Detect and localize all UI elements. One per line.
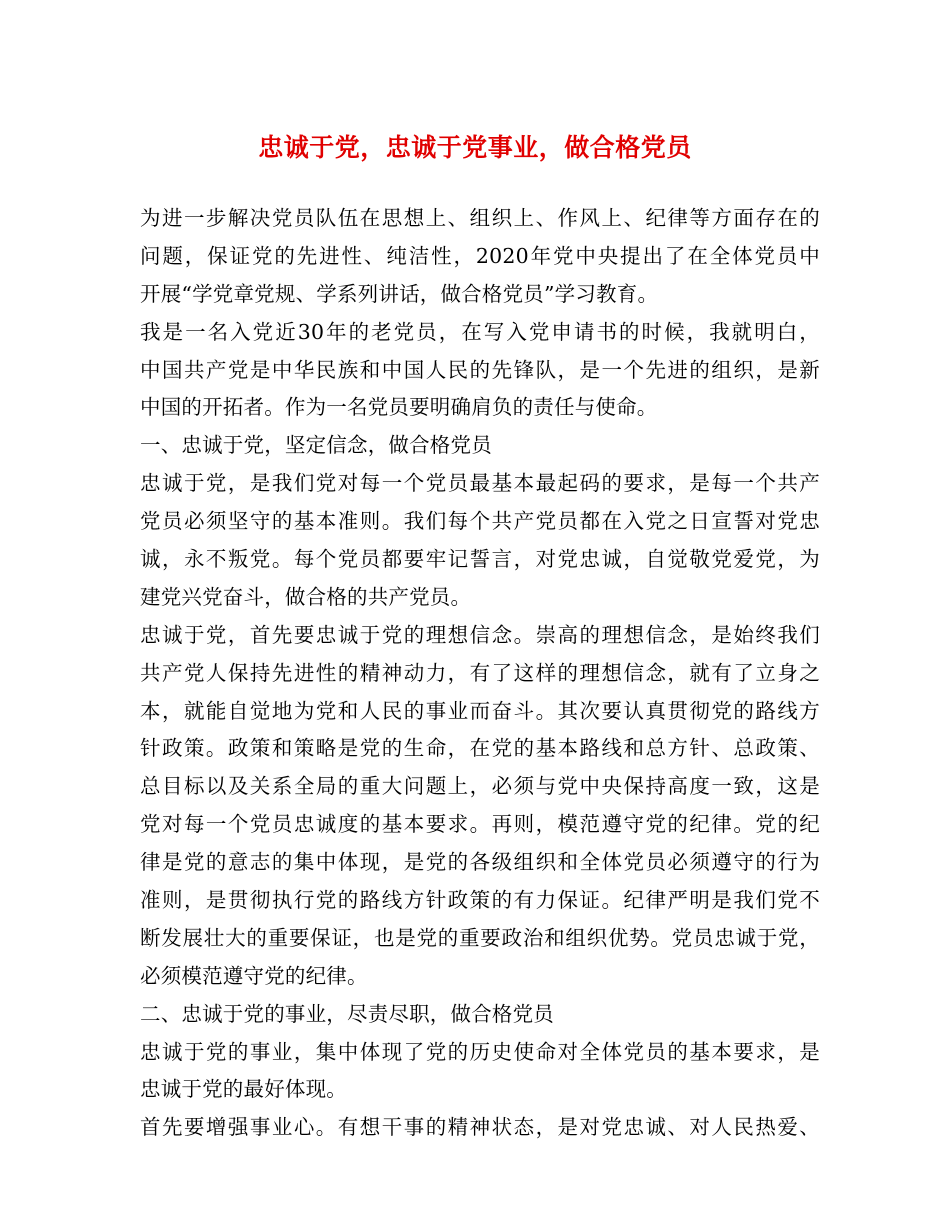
text-line: 党对每一个党员忠诚度的基本要求。再则，模范遵守党的纪律。党的纪 — [140, 812, 820, 837]
text-line: 断发展壮大的重要保证，也是党的重要政治和组织优势。党员忠诚于党， — [140, 925, 820, 950]
text-line: 律是党的意志的集中体现，是党的各级组织和全体党员必须遵守的行为 — [140, 850, 820, 875]
text-line: 共产党人保持先进性的精神动力，有了这样的理想信念，就有了立身之 — [140, 660, 820, 685]
text-line: 针政策。政策和策略是党的生命，在党的基本路线和总方针、总政策、 — [140, 736, 820, 761]
text-line: 首先要增强事业心。有想干事的精神状态，是对党忠诚、对人民热爱、 — [140, 1115, 820, 1140]
text-line: 忠诚于党，是我们党对每一个党员最基本最起码的要求，是每一个共产 — [140, 471, 820, 496]
text-line: 准则，是贯彻执行党的路线方针政策的有力保证。纪律严明是我们党不 — [140, 888, 820, 913]
text-line: 忠诚于党的最好体现。 — [140, 1077, 347, 1102]
text-line: 建党兴党奋斗，做合格的共产党员。 — [140, 584, 472, 609]
text-line: 中国的开拓者。作为一名党员要明确肩负的责任与使命。 — [140, 395, 658, 420]
text-line: 忠诚于党的事业，集中体现了党的历史使命对全体党员的基本要求，是 — [140, 1039, 820, 1064]
text-line: 本，就能自觉地为党和人民的事业而奋斗。其次要认真贯彻党的路线方 — [140, 698, 820, 723]
text-line: 党员必须坚守的基本准则。我们每个共产党员都在入党之日宣誓对党忠 — [140, 509, 820, 534]
text-line: 总目标以及关系全局的重大问题上，必须与党中央保持高度一致，这是 — [140, 774, 820, 799]
document-body — [140, 200, 820, 1147]
text-line: 忠诚于党，首先要忠诚于党的理想信念。崇高的理想信念，是始终我们 — [140, 622, 820, 647]
text-line: 一、忠诚于党，坚定信念，做合格党员 — [140, 433, 492, 458]
text-line: 必须模范遵守党的纪律。 — [140, 963, 368, 988]
text-line: 为进一步解决党员队伍在思想上、组织上、作风上、纪律等方面存在的 — [140, 206, 820, 230]
text-line: 开展“学党章党规、学系列讲话，做合格党员”学习教育。 — [140, 281, 659, 306]
text-line: 诚，永不叛党。每个党员都要牢记誓言，对党忠诚，自觉敬党爱党，为 — [140, 547, 820, 572]
text-line: 中国共产党是中华民族和中国人民的先锋队，是一个先进的组织，是新 — [140, 357, 820, 382]
text-line: 我是一名入党近30年的老党员，在写入党申请书的时候，我就明白， — [140, 319, 820, 344]
document-title: 忠诚于党，忠诚于党事业，做合格党员 — [258, 133, 692, 162]
text-line: 问题，保证党的先进性、纯洁性，2020年党中央提出了在全体党员中 — [140, 243, 820, 268]
text-line: 二、忠诚于党的事业，尽责尽职，做合格党员 — [140, 1001, 554, 1026]
